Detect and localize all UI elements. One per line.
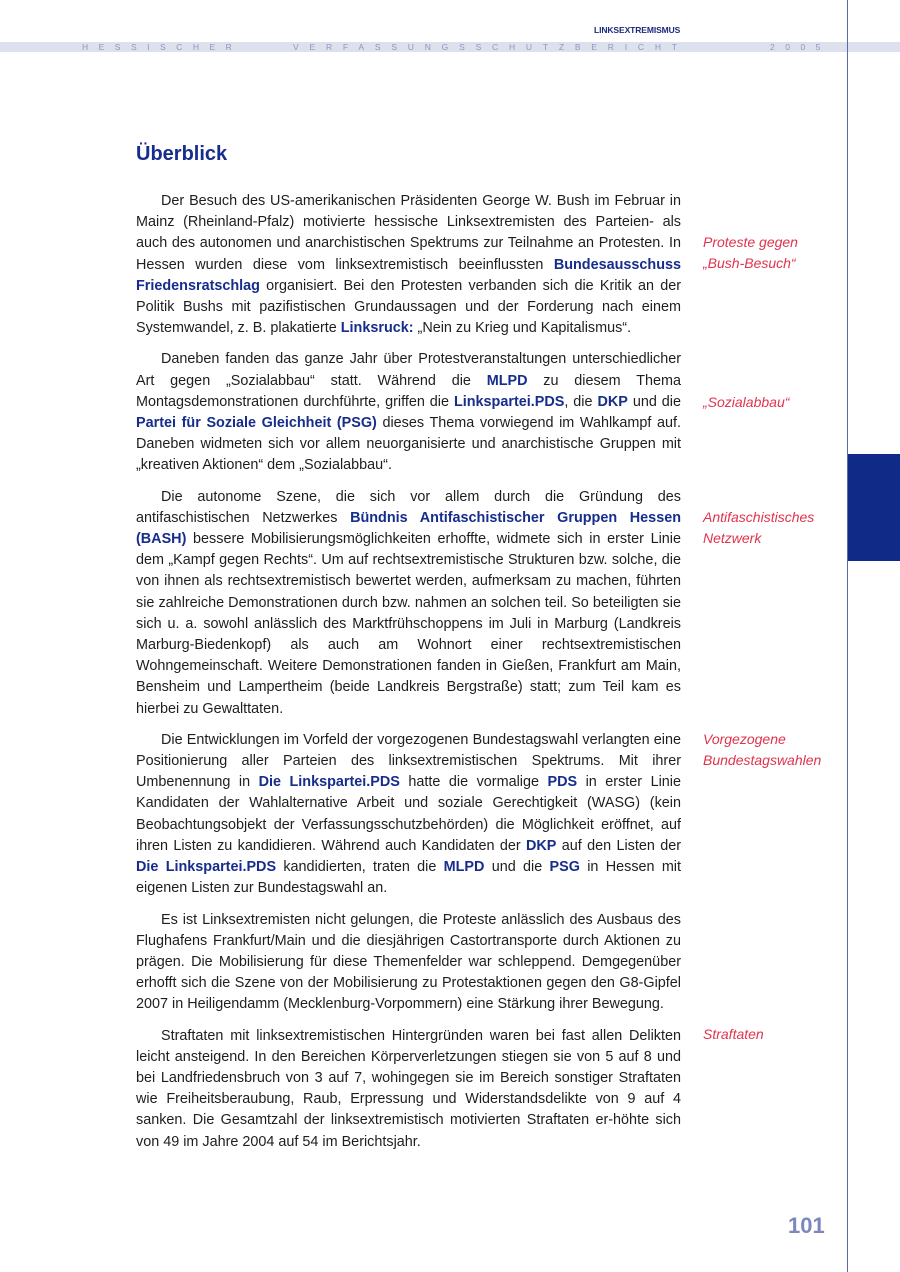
paragraph — [136, 730, 681, 900]
text-run: bessere Mobilisierungsmöglichkeiten erhoffte, widmete sich in erster Linie dem „Kampf gegen Rechts“. Um auf rechtsextremistische Strukturen bzw. solche, die von ihnen als rechtsextremistisch bewertet werden, aufmerksam zu machen, führten sie zahlreiche Demonstrationen durch bzw. nahmen an solchen teil. So beteiligten sie sich u. a. sowohl anlässlich des Marktfrühschoppens im Juli in Marburg (Landkreis Marburg-Biedenkopf) als auch am Wohnort einer rechtsextremistischen Wohngemeinschaft. Weitere Demonstrationen fanden in Gießen, Frankfurt am Main, Bensheim und Lampertheim (beide Landkreis Bergstraße) statt; zum Teil kam es hierbei zu Gewalttaten. — [136, 531, 681, 717]
paragraph — [136, 191, 681, 339]
band-word-hessischer: HESSISCHER — [82, 42, 243, 52]
text-run: auf den Listen der — [556, 837, 681, 854]
text-run: hatte die vormalige — [399, 774, 548, 791]
organization-name: Bundesausschuss Friedensratschlag — [136, 256, 681, 294]
text-run: Der Besuch des US-amerikanischen Präsidenten George W. Bush im Februar in Mainz (Rheinland-Pfalz) motivierte hessische Linksextremisten des Parteien- als auch des autonomen und anarchistischen Spektrums zur Teilnahme an Protesten. In Hessen wurden diese vom linksextremistisch beeinflussten — [136, 193, 681, 273]
text-run: , die — [564, 393, 598, 410]
margin-note-line: Straftaten — [703, 1026, 764, 1042]
text-run: und die — [627, 393, 681, 410]
organization-name: Bündnis Antifaschistischer Gruppen Hessen (BASH) — [136, 509, 681, 548]
section-label: LINKSEXTREMISMUS — [594, 25, 681, 35]
text-run: Die Entwicklungen im Vorfeld der vorgezogenen Bundestagswahl verlangten eine Positionierung aller Parteien des linksextremistischen Spektrums. Mit ihrer Umbenennung in — [136, 731, 681, 791]
text-run: Es ist Linksextremisten nicht gelungen, die Proteste anlässlich des Ausbaus des Flughafens Frankfurt/Main und die diesjährigen Castortransporte durch Aktionen zu prägen. Die Mobilisierung für diese Themenfelder war schleppend. Demgegenüber erhofft sich die Szene von der Mobilisierung zu Protestaktionen gegen den G8-Gipfel 2007 in Heiligendamm (Mecklenburg-Vorpommern) eine Stärkung ihrer Bewegung. — [136, 911, 681, 1013]
text-run: organisiert. Bei den Protesten verbanden sich die Kritik an der Politik Bushs mit pazifistischen Grundaussagen und der Forderung nach einem Systemwandel, z. B. plakatierte — [136, 277, 681, 337]
margin-note-sozialabbau — [703, 392, 843, 413]
organization-name: DKP — [597, 393, 628, 410]
margin-note-bush — [703, 232, 843, 274]
band-word-verfassungsschutzbericht: VERFASSUNGSSCHUTZBERICHT — [293, 42, 688, 52]
text-run: Die autonome Szene, die sich vor allem durch die Gründung des antifaschistischen Netzwerkes — [136, 488, 681, 526]
organization-name: Die Linkspartei.PDS — [136, 859, 277, 876]
organization-name: Linkspartei.PDS — [453, 393, 565, 410]
organization-name: Partei für Soziale Gleichheit (PSG) — [136, 415, 377, 432]
margin-note-line: Antifaschistisches — [703, 509, 815, 525]
margin-note-line: Vorgezogene — [703, 731, 786, 747]
paragraph — [136, 1026, 681, 1153]
margin-note-line: Proteste gegen — [703, 234, 798, 250]
paragraph — [136, 349, 681, 476]
text-run: „Nein zu Krieg und Kapitalismus“. — [413, 320, 632, 337]
text-run: und die — [484, 859, 550, 876]
text-run: in erster Linie Kandidaten der Wahlalternative Arbeit und soziale Gerechtigkeit (WASG) (kein Beobachtungsobjekt der Verfassungsschutzbehörden) die Möglichkeit eröffnet, auf ihren Listen zu kandidieren. Während auch Kandidaten der — [136, 774, 681, 854]
margin-note-antifa — [703, 507, 843, 549]
organization-name: DKP — [526, 837, 557, 854]
organization-name: MLPD — [443, 859, 485, 876]
page-number: 101 — [788, 1213, 825, 1238]
organization-name: PSG — [549, 859, 580, 876]
margin-note-line: Bundestagswahlen — [703, 752, 822, 768]
text-run: dieses Thema vorwiegend im Wahlkampf auf. Daneben widmeten sich vor allem neuorganisierte und anarchistische Gruppen mit „kreativen Aktionen“ dem „Sozialabbau“. — [136, 415, 681, 474]
text-run: zu diesem Thema Montagsdemonstrationen durchführte, griffen die — [136, 372, 681, 410]
text-run: in Hessen mit eigenen Listen zur Bundestagswahl an. — [136, 859, 681, 897]
paragraph — [136, 487, 681, 720]
body-text — [136, 191, 681, 1163]
margin-rule — [847, 0, 848, 1272]
margin-note-straftaten — [703, 1024, 843, 1045]
text-run: kandidierten, traten die — [276, 859, 444, 876]
page-title: Überblick — [136, 143, 228, 165]
organization-name: MLPD — [486, 372, 528, 389]
chapter-tab — [848, 454, 900, 561]
organization-name: Die Linkspartei.PDS — [258, 774, 400, 791]
text-run: Straftaten mit linksextremistischen Hintergründen waren bei fast allen Delikten leicht ansteigend. In den Bereichen Körperverletzungen stiegen sie von 5 auf 8 und bei Landfriedensbruch von 3 auf 7, wohingegen sie im Bereich sonstiger Straftaten wie Freiheitsberaubung, Raub, Erpressung und Widerstandsdelikte von 9 auf 4 sanken. Die Gesamtzahl der linksextremistisch motivierten Straftaten er-höhte sich von 49 im Jahre 2004 auf 54 im Berichtsjahr. — [136, 1027, 681, 1150]
band-year: 2005 — [770, 42, 831, 52]
organization-name: PDS — [547, 774, 578, 791]
margin-note-line: „Bush-Besuch“ — [703, 255, 796, 271]
paragraph — [136, 910, 681, 1016]
margin-note-line: Netzwerk — [703, 530, 762, 546]
margin-note-line: „Sozialabbau“ — [703, 394, 790, 410]
margin-note-wahlen — [703, 729, 843, 771]
text-run: Daneben fanden das ganze Jahr über Protestveranstaltungen unterschiedlicher Art gegen „Sozialabbau“ statt. Während die — [136, 351, 681, 389]
organization-name: Linksruck: — [340, 320, 414, 337]
